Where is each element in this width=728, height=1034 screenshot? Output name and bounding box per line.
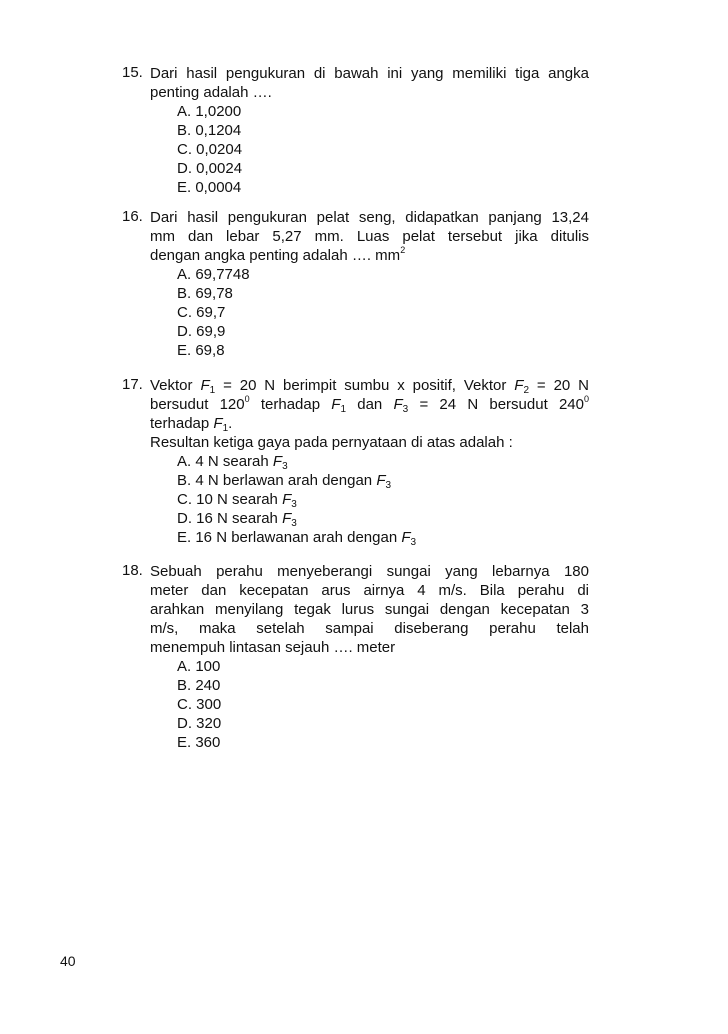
question-15 [122, 64, 589, 197]
question-body [150, 562, 589, 752]
question-body [150, 376, 589, 547]
question-stem-line: penting adalah …. [150, 84, 272, 101]
stem-text: dan [346, 396, 394, 413]
options-list [177, 657, 589, 752]
stem-text: = 20 N [529, 377, 589, 394]
force-subscript: 3 [385, 480, 392, 491]
option-text: E. 16 N berlawanan arah dengan [177, 529, 402, 546]
force-symbol: F [376, 472, 386, 489]
page-number: 40 [60, 953, 76, 969]
question-stem-line [150, 414, 589, 433]
force-symbol: F [282, 510, 292, 527]
option-text: A. 4 N searah [177, 453, 273, 470]
option-b: B. 69,78 [177, 285, 233, 302]
question-16 [122, 208, 589, 360]
force-subscript: 3 [291, 518, 297, 529]
question-body [150, 208, 589, 360]
question-number: 16. [122, 208, 143, 225]
force-symbol: F [331, 396, 341, 413]
stem-text: . [228, 415, 233, 432]
question-stem-line: mm dan lebar 5,27 mm. Luas pelat tersebut jika ditulis [150, 228, 589, 245]
option-b [177, 471, 589, 490]
question-stem-line: Dari hasil pengukuran di bawah ini yang memiliki tiga angka [150, 65, 589, 82]
degree-mark: 0 [244, 394, 250, 404]
force-symbol: F [514, 377, 524, 394]
option-d: D. 320 [177, 715, 222, 732]
force-subscript: 1 [340, 404, 347, 415]
force-subscript: 3 [291, 499, 297, 510]
option-d [177, 509, 589, 528]
option-c [177, 490, 589, 509]
question-18 [122, 562, 589, 752]
stem-text: Vektor [150, 377, 193, 394]
force-symbol: F [213, 415, 223, 432]
force-symbol: F [282, 491, 292, 508]
question-number: 15. [122, 64, 143, 81]
option-a: A. 69,7748 [177, 266, 250, 283]
force-symbol: F [393, 396, 403, 413]
force-subscript: 3 [410, 537, 417, 548]
question-stem-line [150, 246, 589, 265]
question-stem-line [150, 395, 589, 414]
question-body [150, 64, 589, 197]
force-subscript: 1 [222, 423, 229, 434]
options-list [177, 265, 589, 360]
option-b: B. 240 [177, 677, 221, 694]
question-stem-line: arahkan menyilang tegak lurus sungai dengan kecepatan 3 [150, 601, 589, 618]
question-number: 18. [122, 562, 143, 579]
question-stem-line: Resultan ketiga gaya pada pernyataan di atas adalah : [150, 434, 513, 451]
force-symbol: F [272, 453, 283, 470]
option-e: E. 69,8 [177, 342, 225, 359]
stem-text: terhadap [150, 415, 214, 432]
option-c: C. 300 [177, 696, 222, 713]
force-symbol: F [401, 529, 411, 546]
stem-text: bersudut 120 [150, 396, 245, 413]
question-17 [122, 376, 589, 547]
stem-text: dengan angka penting adalah …. mm [150, 247, 401, 264]
degree-mark: 0 [583, 394, 589, 404]
option-e: E. 360 [177, 734, 221, 751]
option-d: D. 0,0024 [177, 160, 243, 177]
force-subscript: 3 [402, 404, 409, 415]
option-d: D. 69,9 [177, 323, 226, 340]
question-stem-line: Sebuah perahu menyeberangi sungai yang lebarnya 180 [150, 563, 589, 580]
option-a: A. 1,0200 [177, 103, 242, 120]
option-text: B. 4 N berlawan arah dengan [177, 472, 377, 489]
option-e [177, 528, 589, 547]
question-stem-line: menempuh lintasan sejauh …. meter [150, 639, 396, 656]
force-subscript: 2 [523, 385, 530, 396]
question-stem-line: meter dan kecepatan arus airnya 4 m/s. Bila perahu di [150, 582, 589, 599]
option-text: C. 10 N searah [177, 491, 283, 508]
option-b: B. 0,1204 [177, 122, 242, 139]
force-subscript: 1 [209, 385, 216, 396]
question-stem-line: Dari hasil pengukuran pelat seng, didapatkan panjang 13,24 [150, 209, 589, 226]
unit-exponent: 2 [400, 245, 406, 255]
option-a [177, 452, 589, 471]
question-number: 17. [122, 376, 143, 393]
stem-text: = 24 N bersudut 240 [408, 396, 584, 413]
option-c: C. 0,0204 [177, 141, 243, 158]
force-subscript: 3 [282, 461, 288, 472]
option-text: D. 16 N searah [177, 510, 283, 527]
options-list [177, 102, 589, 197]
force-symbol: F [200, 377, 210, 394]
options-list [177, 452, 589, 547]
stem-text: = 20 N berimpit sumbu x positif, Vektor [215, 377, 515, 394]
question-stem-line: m/s, maka setelah sampai diseberang perahu telah [150, 620, 589, 637]
option-c: C. 69,7 [177, 304, 226, 321]
option-a: A. 100 [177, 658, 221, 675]
question-stem-line [150, 376, 589, 395]
stem-text: terhadap [249, 396, 332, 413]
option-e: E. 0,0004 [177, 179, 242, 196]
